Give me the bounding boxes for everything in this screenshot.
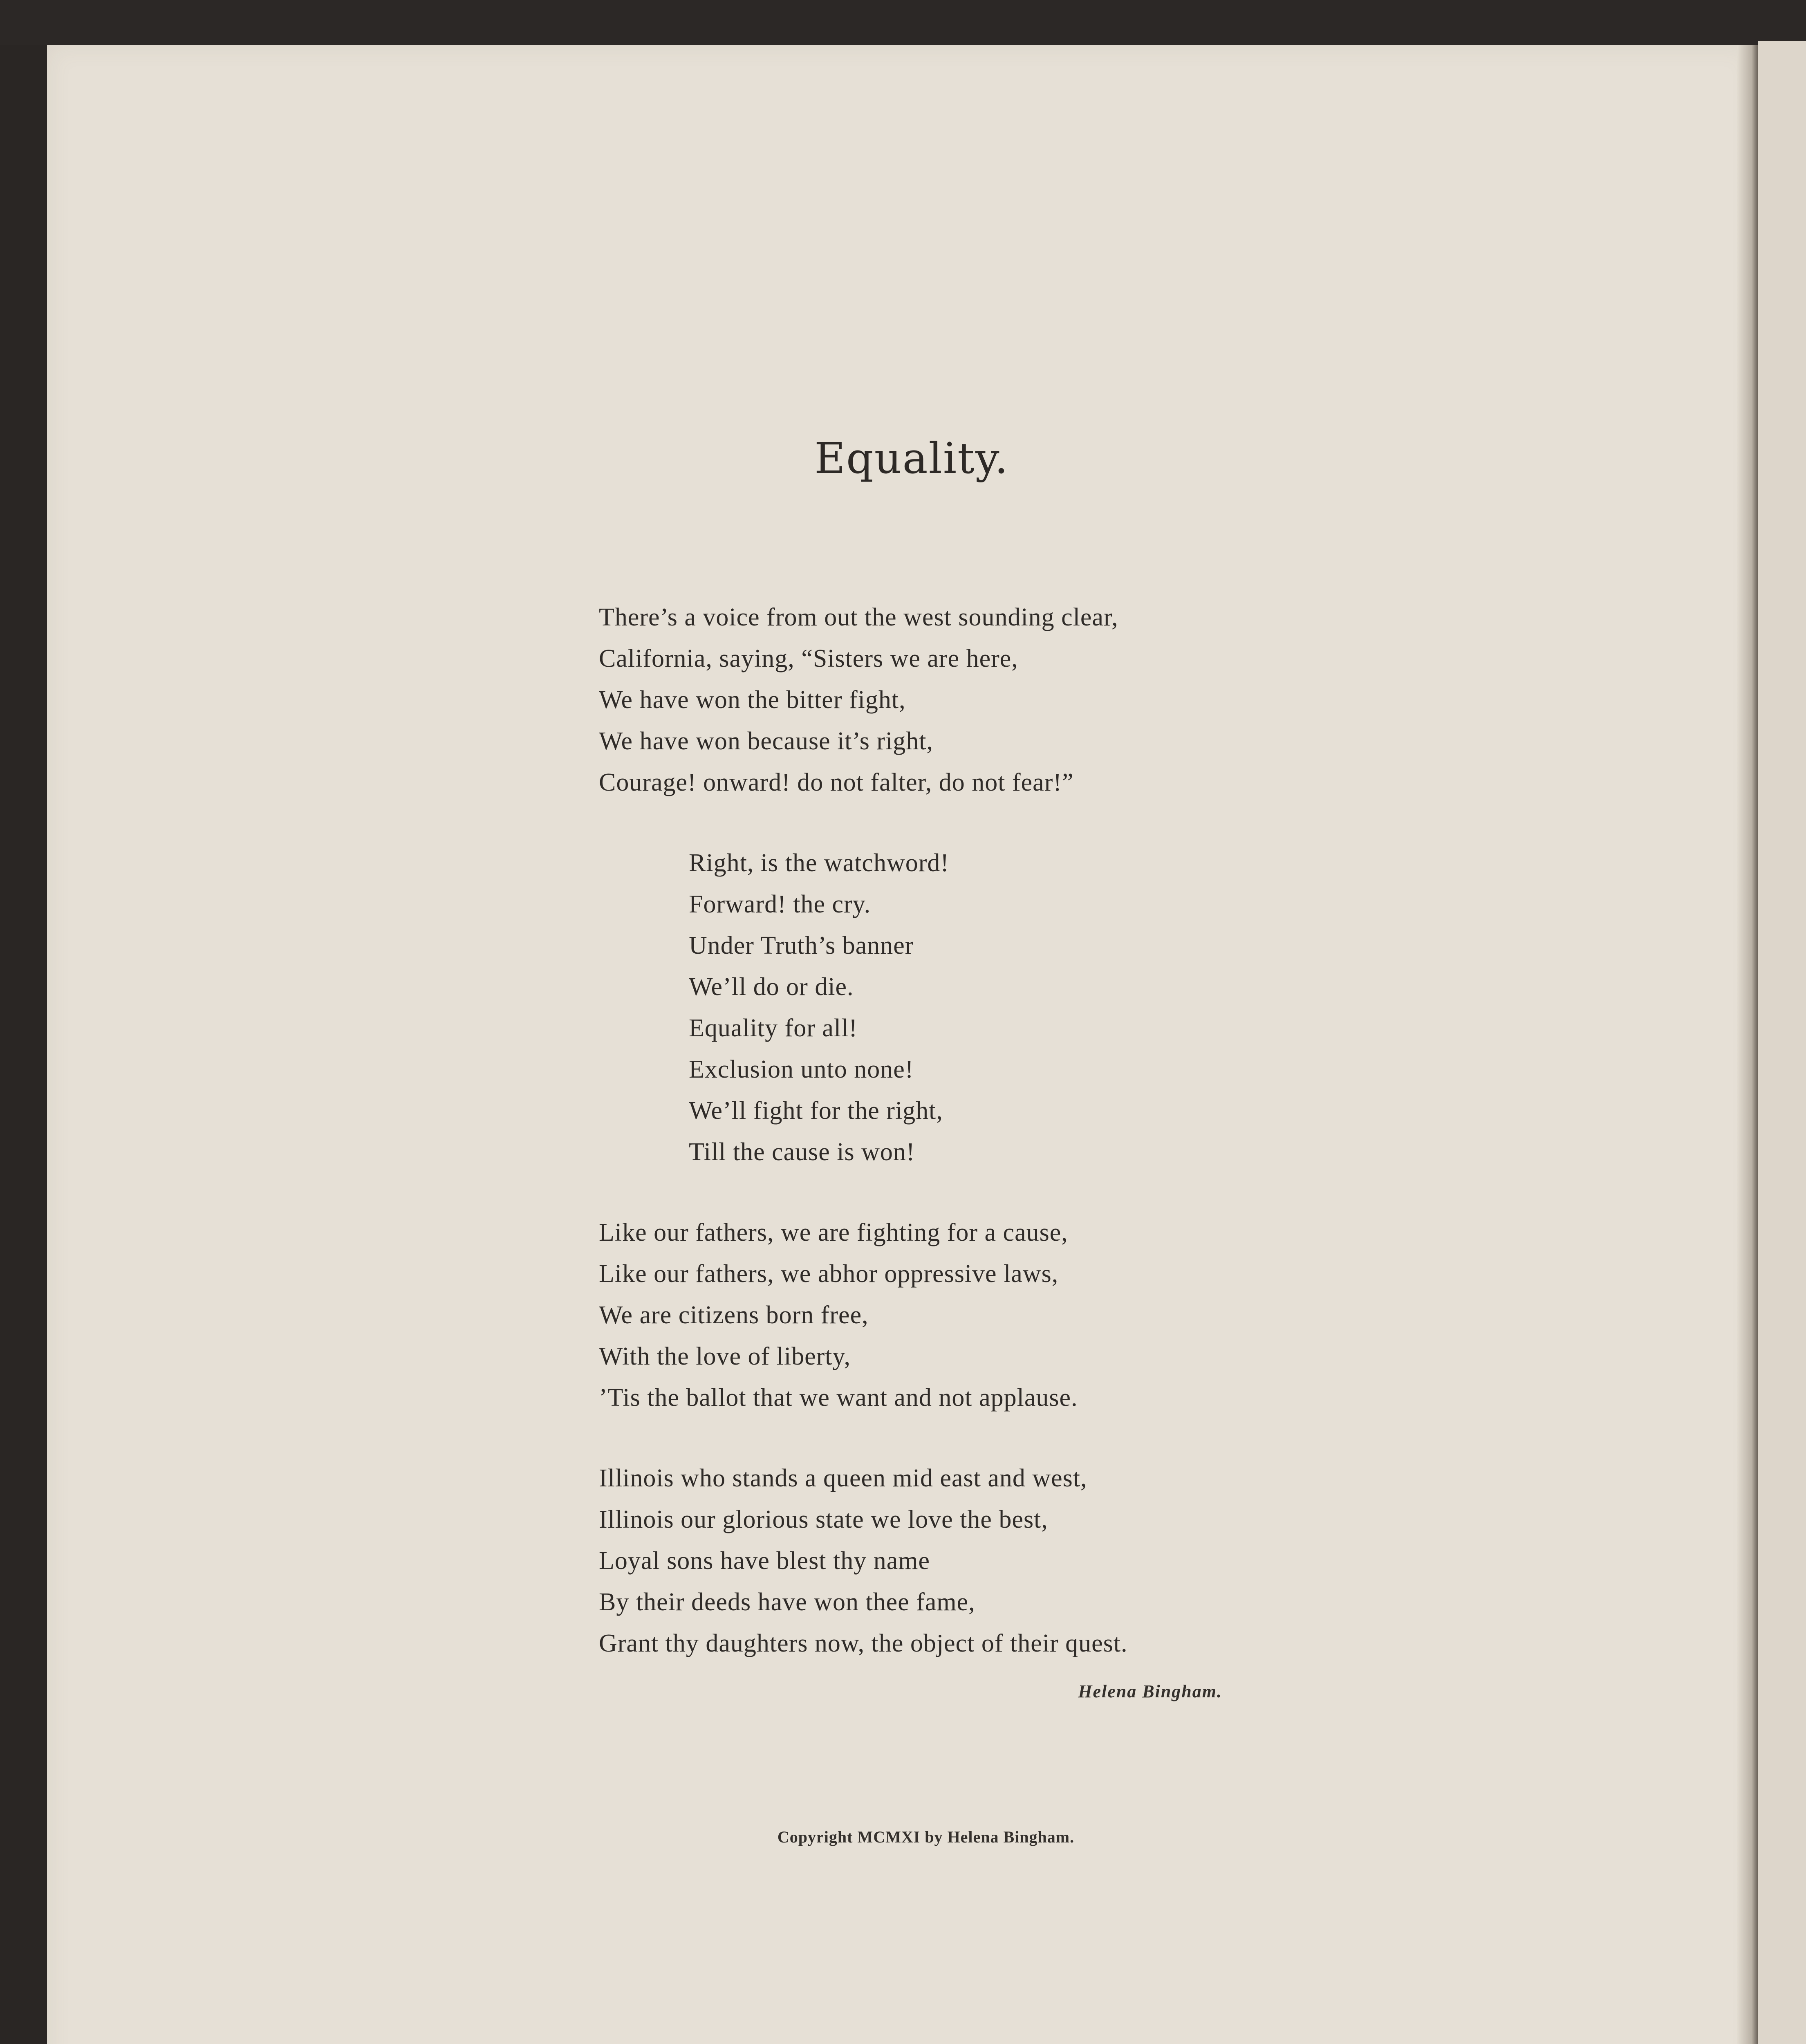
poem-line: Like our fathers, we abhor oppressive laws, (599, 1260, 1059, 1288)
poem-line: California, saying, “Sisters we are here, (599, 645, 1018, 672)
poem-line: We have won the bitter fight, (599, 686, 906, 714)
scan-background-top (0, 0, 1806, 45)
poem-line: Equality for all! (689, 1014, 858, 1042)
stanza-4 (599, 1458, 1261, 1664)
poem-line: Grant thy daughters now, the object of their quest. (599, 1629, 1128, 1657)
poem-line: Under Truth’s banner (689, 932, 914, 959)
adjacent-page-edge (1758, 41, 1806, 2044)
poem-line: Like our fathers, we are fighting for a cause, (599, 1219, 1068, 1246)
page-fold-shadow (1737, 45, 1758, 2044)
poem-line: Till the cause is won! (689, 1138, 915, 1166)
poem-line: Illinois who stands a queen mid east and west, (599, 1464, 1087, 1492)
poem-line: ’Tis the ballot that we want and not applause. (599, 1384, 1078, 1412)
poem-line: Courage! onward! do not falter, do not fear!” (599, 769, 1074, 796)
poem-line: Loyal sons have blest thy name (599, 1547, 930, 1575)
poem-line: Right, is the watchword! (689, 849, 950, 877)
poem-line: Illinois our glorious state we love the best, (599, 1506, 1048, 1533)
poem-line: By their deeds have won thee fame, (599, 1588, 975, 1616)
stanza-3 (599, 1212, 1261, 1419)
poem-line: With the love of liberty, (599, 1342, 851, 1370)
poem-body (599, 597, 1261, 1664)
poem-line: Forward! the cry. (689, 890, 871, 918)
poem-line: We’ll do or die. (689, 973, 854, 1001)
poem-line: There’s a voice from out the west sounding clear, (599, 603, 1118, 631)
poem-title: Equality. (814, 433, 1009, 483)
poem-line: Exclusion unto none! (689, 1056, 914, 1083)
author-attribution: Helena Bingham. (1078, 1681, 1222, 1701)
chorus-stanza (599, 843, 1261, 1173)
poem-line: We have won because it’s right, (599, 727, 933, 755)
poem-line: We are citizens born free, (599, 1301, 869, 1329)
stanza-1 (599, 597, 1261, 803)
poem-line: We’ll fight for the right, (689, 1097, 943, 1125)
copyright-notice: Copyright MCMXI by Helena Bingham. (777, 1828, 1075, 1846)
